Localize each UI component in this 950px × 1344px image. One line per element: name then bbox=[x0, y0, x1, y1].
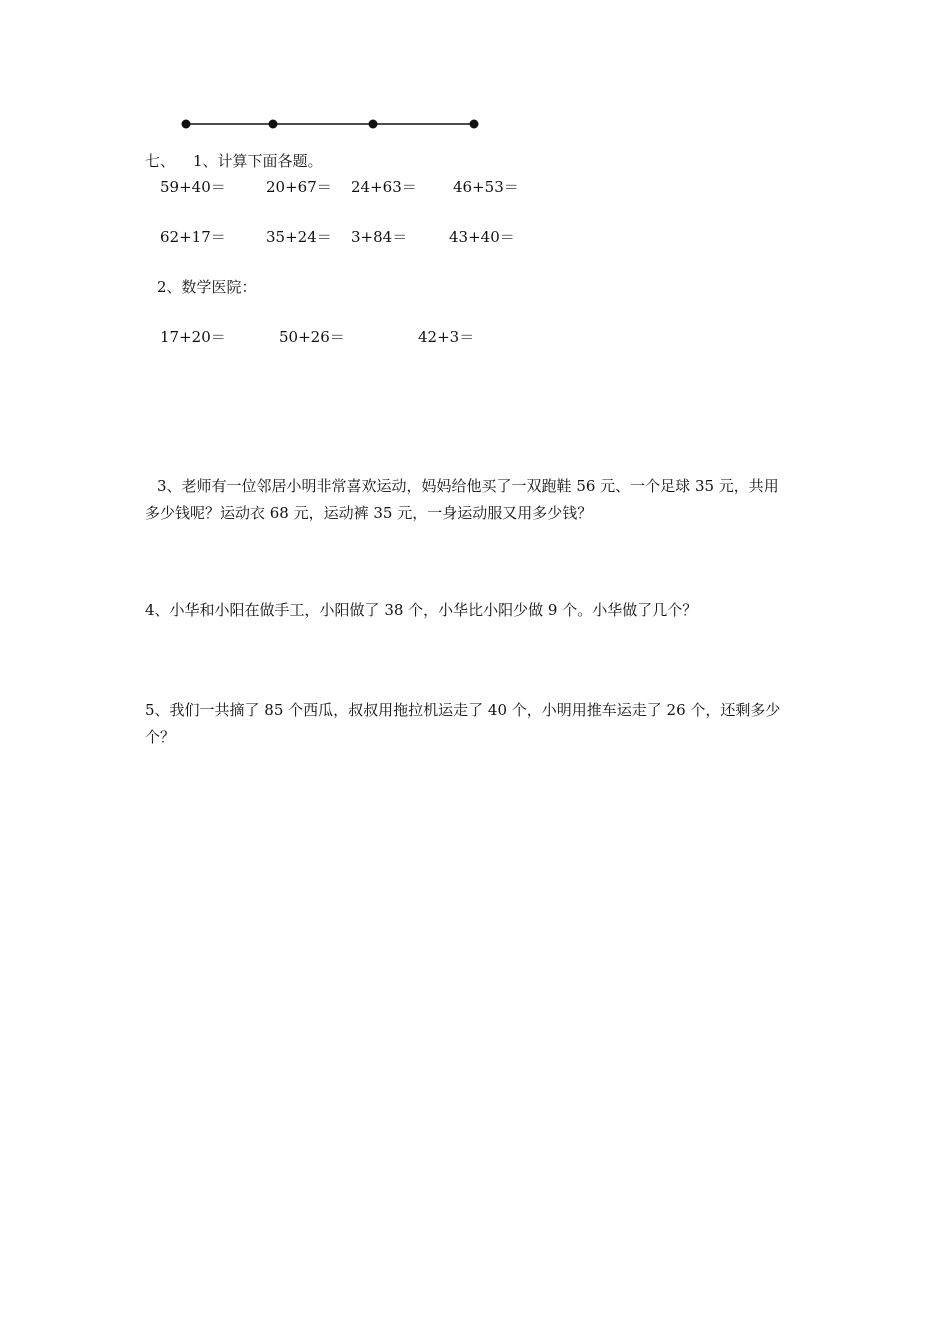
q1-problem: 20+67＝ bbox=[266, 178, 332, 196]
number-line-figure bbox=[178, 114, 488, 134]
q5-line: 5、我们一共摘了 85 个西瓜，叔叔用拖拉机运走了 40 个，小明用推车运走了 26 个，还剩多少 bbox=[145, 701, 781, 719]
q5-line: 个？ bbox=[145, 728, 176, 746]
q1-problem: 59+40＝ bbox=[160, 178, 226, 196]
q5-problem bbox=[145, 697, 815, 751]
number-line-point bbox=[470, 120, 479, 129]
q1-problem: 62+17＝ bbox=[160, 228, 226, 246]
q1-problem: 35+24＝ bbox=[266, 228, 332, 246]
q3-line: 3、老师有一位邻居小明非常喜欢运动，妈妈给他买了一双跑鞋 56 元、一个足球 35 元，共用 bbox=[157, 477, 779, 495]
q1-problem: 3+84＝ bbox=[351, 228, 408, 246]
q1-problem: 46+53＝ bbox=[453, 178, 519, 196]
number-line-point bbox=[269, 120, 278, 129]
q3-line: 多少钱呢？运动衣 68 元，运动裤 35 元，一身运动服又用多少钱？ bbox=[145, 504, 593, 522]
q2-problem: 17+20＝ bbox=[160, 328, 226, 346]
q4-line: 4、小华和小阳在做手工，小阳做了 38 个，小华比小阳少做 9 个。小华做了几个？ bbox=[145, 601, 698, 619]
q2-title: 2、数学医院： bbox=[157, 278, 257, 296]
q2-problem: 50+26＝ bbox=[279, 328, 345, 346]
q1-title: 1、计算下面各题。 bbox=[193, 152, 323, 170]
q4-problem bbox=[145, 597, 815, 624]
number-line-point bbox=[182, 120, 191, 129]
q1-problem: 43+40＝ bbox=[449, 228, 515, 246]
section-number: 七、 bbox=[145, 152, 176, 170]
number-line-point bbox=[369, 120, 378, 129]
q3-problem bbox=[145, 473, 815, 527]
q2-problem: 42+3＝ bbox=[418, 328, 475, 346]
q1-problem: 24+63＝ bbox=[351, 178, 417, 196]
